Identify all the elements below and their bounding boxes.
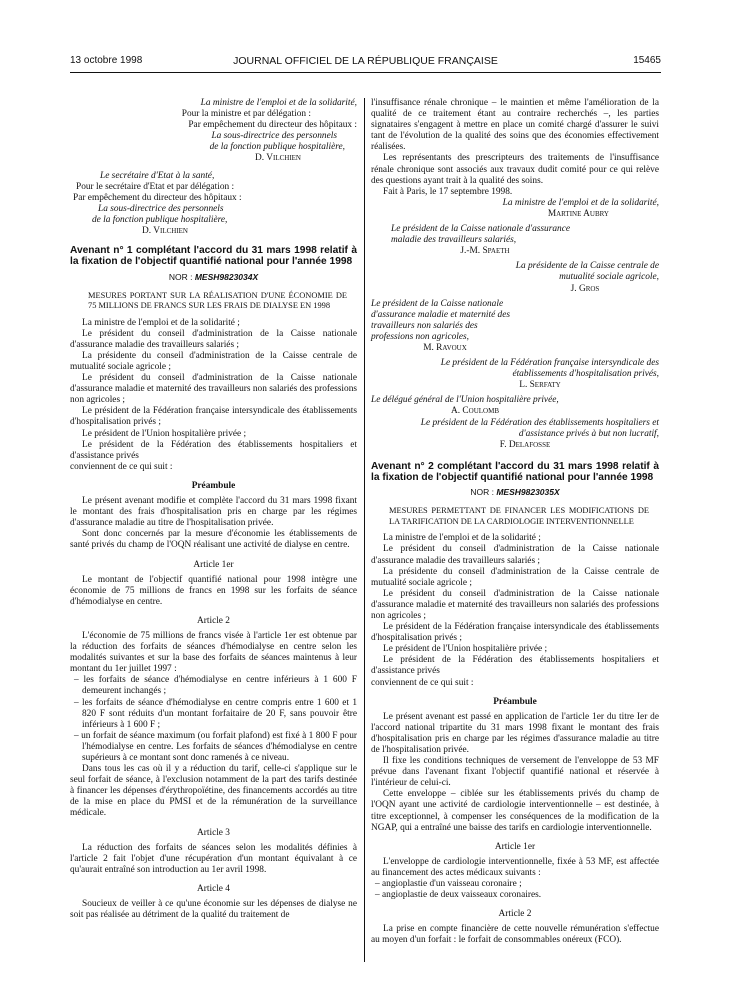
left-column (70, 98, 357, 921)
article-2-text: La prise en compte financière de cette nouvelle rémunération s'effectue au moyen d'un forfait : le forfait de consommables onéreux (FCO). (371, 924, 659, 946)
signatory-name: J.-M. Spaeth (460, 246, 510, 257)
header-date: 13 octobre 1998 (70, 55, 143, 66)
signature (371, 395, 659, 417)
party: Le président de la Fédération des établissements hospitaliers et d'assistance privés (70, 439, 357, 461)
place-and-date: Fait à Paris, le 17 septembre 1998. (383, 186, 513, 197)
sig-line: Le secrétaire d'Etat à la santé, (100, 170, 215, 181)
journal-title: JOURNAL OFFICIEL DE LA RÉPUBLIQUE FRANÇAISE (233, 55, 498, 67)
article-2-intro: L'économie de 75 millions de francs visée à l'article 1er est obtenue par la réduction des forfaits de séances d'hémodialyse en centre selon les modalités suivantes et sur la base des forfaits de séances maintenus à leur montant du 1er juillet 1997 : (70, 630, 357, 675)
signature-list (371, 198, 659, 451)
signature (371, 299, 659, 354)
page-number: 15465 (633, 55, 661, 66)
nor-code: MESH9823034X (194, 271, 259, 282)
article-4-text: Soucieux de veiller à ce qu'une économie sur les dépenses de dialyse ne soit pas réalisée au détriment de la qualité du traitement de (70, 899, 357, 921)
list-item: – un forfait de séance maximum (ou forfait plafond) est fixé à 1 800 F pour l'hémodialyse en centre. Les forfaits de séances d'hémodialyse en centre supérieurs à ce montant sont donc ramenés à ce niveau. (74, 730, 357, 763)
article-1-text: L'enveloppe de cardiologie interventionnelle, fixée à 53 MF, est affectée au financement des actes médicaux suivants : (371, 856, 659, 878)
header-rule (70, 72, 661, 73)
parties-list (70, 318, 357, 462)
measures-heading: MESURES PORTANT SUR LA RÉALISATION D'UNE ÉCONOMIE DE 75 MILLIONS DE FRANCS SUR LES FRAIS DE DIALYSE EN 1998 (88, 290, 347, 311)
nor-label: NOR : (168, 271, 195, 282)
signature (371, 358, 659, 391)
party: Le président du conseil d'administration de la Caisse nationale d'assurance maladie et maternité des travailleurs non salariés des professions non agricoles ; (371, 588, 659, 621)
article-heading: Article 4 (197, 883, 230, 894)
article-heading: Article 1er (193, 559, 234, 570)
agreement-clause: conviennent de ce qui suit : (371, 677, 474, 688)
sig-line: de la fonction publique hospitalière, (92, 214, 228, 225)
party: Le président de l'Union hospitalière privée ; (383, 644, 548, 655)
nor-label: NOR : (470, 487, 497, 498)
article-heading: Article 1er (494, 841, 536, 852)
article-3-text: La réduction des forfaits de séances selon les modalités définies à l'article 2 fait l'objet d'une récupération d'un montant équivalant à ce qu'aurait entraîné son introduction au 1er avril 1998. (70, 842, 357, 875)
avenant-2-title: Avenant n° 2 complétant l'accord du 31 mars 1998 relatif à la fixation de l'objectif quantifié national pour l'année 1998 (371, 460, 659, 484)
party: Le président de la Fédération française intersyndicale des établissements d'hospitalisation privés ; (70, 406, 357, 428)
article-heading: Article 2 (197, 615, 230, 626)
signature (371, 224, 659, 257)
signatory-name: D. Vilchien (255, 153, 301, 164)
signatory-name: L. Serfaty (519, 380, 561, 391)
nor-reference (70, 272, 357, 283)
party: La ministre de l'emploi et de la solidarité ; (82, 317, 240, 328)
agreement-clause: conviennent de ce qui suit : (70, 461, 173, 472)
signatory-role: Le président de la Fédération des établissements hospitaliers et d'assistance privés à but non lucratif, (420, 417, 659, 439)
nor-reference (371, 487, 659, 498)
continued-paragraph: Les représentants des prescripteurs des traitements de l'insuffisance rénale chronique sont associés aux travaux dudit comité pour ce qui relève des questions ayant trait à la qualité des soins. (371, 153, 659, 186)
preambule-paragraph: Il fixe les conditions techniques de versement de l'enveloppe de 53 MF prévue dans l'avenant fixant l'objectif quantifié national et réservée à l'intérieur de celui-ci. (371, 756, 659, 789)
parties-list (371, 533, 659, 677)
sig-line: La sous-directrice des personnels (211, 131, 337, 142)
signatory-role: La ministre de l'emploi et de la solidarité, (502, 197, 659, 208)
sig-line: Par empêchement du directeur des hôpitaux : (188, 120, 357, 131)
sig-line: La sous-directrice des personnels (98, 203, 224, 214)
sig-line: La ministre de l'emploi et de la solidarité, (200, 98, 357, 108)
right-column (371, 98, 659, 947)
signatory-name: J. Gros (570, 283, 600, 294)
signatory-role: Le président de la Caisse nationale d'assurance maladie et maternité des travailleurs non salariés des professions non agricoles, (371, 298, 511, 342)
signatory-role: Le délégué général de l'Union hospitalière privée, (371, 395, 559, 406)
signatory-name: F. Delafosse (499, 439, 551, 450)
list-item: – angioplastie de deux vaisseaux coronaires. (375, 890, 542, 901)
party: La présidente du conseil d'administration de la Caisse centrale de mutualité sociale agricole ; (371, 566, 659, 588)
article-heading: Article 2 (498, 909, 532, 920)
signatory-name: D. Vilchien (142, 226, 188, 237)
continued-paragraph: l'insuffisance rénale chronique – le maintien et même l'amélioration de la qualité de ce traitement étant au contraire recherchés –, les parties signataires s'engagent à mettre en place un comité chargé d'assurer le suivi tant de l'évolution de la qualité des soins que des économies effectivement réalisées. (371, 98, 659, 153)
signatory-role: Le président de la Fédération française intersyndicale des établissements d'hospitalisation privés, (440, 358, 659, 380)
preambule-paragraph: Le présent avenant est passé en application de l'article 1er du titre Ier de l'accord national tripartite du 31 mars 1998 fixant le montant des frais d'hospitalisation pris en charge par les régimes d'assurance maladie au titre de l'hospitalisation privée. (371, 711, 659, 755)
signatory-role: Le président de la Caisse nationale d'assurance maladie des travailleurs salariés, (391, 224, 570, 246)
party: Le président de l'Union hospitalière privée ; (82, 428, 247, 439)
party: La ministre de l'emploi et de la solidarité ; (383, 533, 541, 544)
signature-block-2 (70, 171, 357, 238)
signature (371, 418, 659, 451)
party: La présidente du conseil d'administration de la Caisse centrale de mutualité sociale agricole ; (70, 350, 357, 372)
sig-line: de la fonction publique hospitalière, (209, 142, 345, 153)
party: Le président du conseil d'administration de la Caisse nationale d'assurance maladie des travailleurs salariés ; (70, 328, 357, 350)
list-item: – les forfaits de séance d'hémodialyse en centre compris entre 1 600 et 1 820 F sont réduits d'un montant forfaitaire de 20 F, sans pouvoir être inférieurs à 1 600 F ; (74, 697, 357, 730)
signatory-name: Martine Aubry (547, 208, 609, 219)
page-header (70, 55, 661, 71)
party: Le président de la Fédération des établissements hospitaliers et d'assistance privés (371, 655, 659, 677)
signatory-name: A. Coulomb (451, 406, 499, 417)
preambule-paragraph: Sont donc concernés par la mesure d'économie les établissements de santé privés du champ de l'OQN réalisant une activité de dialyse en centre. (70, 529, 357, 551)
column-divider (364, 98, 365, 962)
signatory-role: La présidente de la Caisse centrale de mutualité sociale agricole, (515, 261, 659, 283)
party: Le président du conseil d'administration de la Caisse nationale d'assurance maladie et maternité des travailleurs non salariés des professions non agricoles ; (70, 373, 357, 406)
article-heading: Article 3 (197, 827, 230, 838)
list-item: – angioplastie d'un vaisseau coronaire ; (375, 879, 522, 890)
preambule-paragraph: Le présent avenant modifie et complète l'accord du 31 mars 1998 fixant le montant des frais d'hospitalisation pris en charge par les régimes d'assurance maladie au titre de l'hospitalisation privée. (70, 496, 357, 529)
signature-block-1 (70, 98, 357, 165)
signature (371, 261, 659, 294)
avenant-1-title: Avenant n° 1 complétant l'accord du 31 mars 1998 relatif à la fixation de l'objectif quantifié national pour l'année 1998 (70, 245, 357, 268)
party: Le président de la Fédération française intersyndicale des établissements d'hospitalisation privés ; (371, 622, 659, 644)
nor-code: MESH9823035X (496, 487, 560, 498)
preambule-paragraph: Cette enveloppe – ciblée sur les établissements privés du champ de l'OQN ayant une activité de cardiologie interventionnelle – est destinée, à titre exceptionnel, à compenser les conséquences de la modification de la NGAP, qui a entraîné une baisse des tarifs en cardiologie interventionnelle. (371, 789, 659, 833)
measures-heading: MESURES PERMETTANT DE FINANCER LES MODIFICATIONS DE LA TARIFICATION DE LA CARDIOLOGIE INTERVENTIONNELLE (389, 506, 649, 526)
sig-line: Par empêchement du directeur des hôpitaux : (73, 192, 242, 203)
preambule-heading: Préambule (493, 696, 537, 707)
signatory-name: M. Ravoux (423, 342, 467, 353)
sig-line: Pour la ministre et par délégation : (181, 109, 311, 120)
article-2-conclusion: Dans tous les cas où il y a réduction du tarif, celle-ci s'applique sur le seul forfait de séance, à l'exclusion notamment de la part des tarifs destinée à financer les dépenses d'érythropoïétine, des financements accordés au titre de la mise en place du PMSI et de la rémunération de la surveillance médicale. (70, 764, 357, 819)
signature (371, 198, 659, 220)
preambule-heading: Préambule (191, 480, 236, 491)
sig-line: Pour le secrétaire d'Etat et par délégation : (76, 181, 235, 192)
list-item: – les forfaits de séance d'hémodialyse en centre inférieurs à 1 600 F demeurent inchangés ; (74, 675, 357, 697)
party: Le président du conseil d'administration de la Caisse nationale d'assurance maladie des travailleurs salariés ; (371, 544, 659, 566)
article-1-text: Le montant de l'objectif quantifié national pour 1998 intègre une économie de 75 millions de francs en 1998 sur les forfaits de séance d'hémodialyse en centre. (70, 574, 357, 607)
